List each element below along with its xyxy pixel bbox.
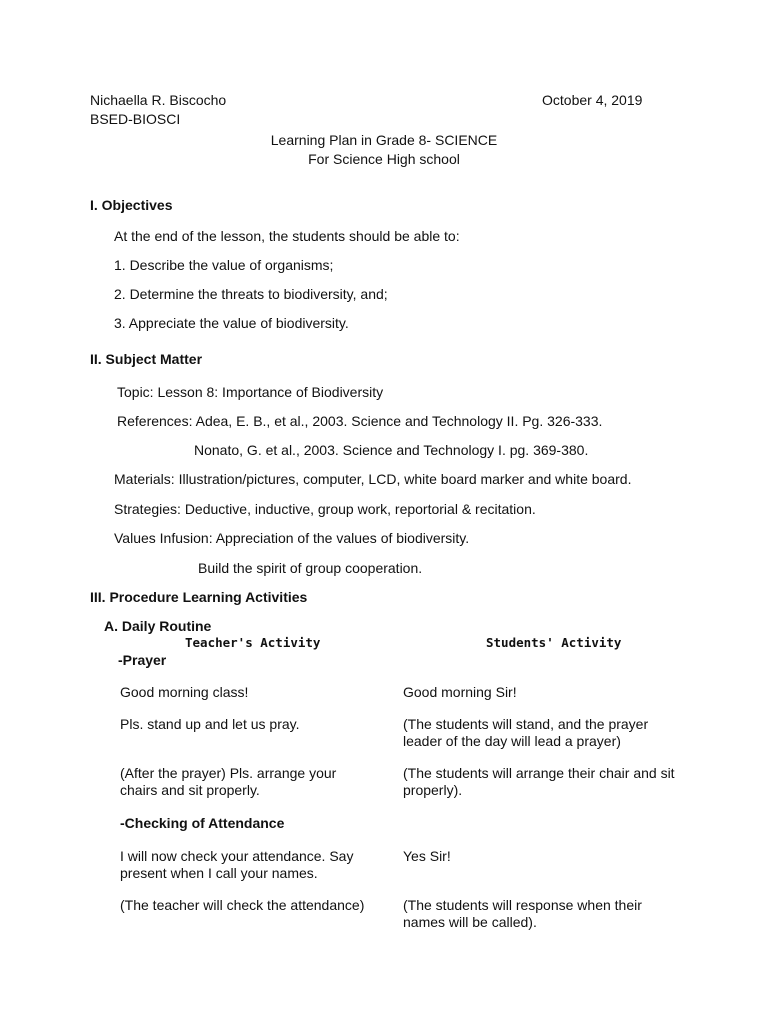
teacher-activity: (After the prayer) Pls. arrange your chairs and sit properly.: [120, 765, 337, 798]
values-line: Values Infusion: Appreciation of the values of biodiversity.: [114, 530, 470, 546]
procedure-heading: III. Procedure Learning Activities: [90, 589, 308, 605]
topic-line: Topic: Lesson 8: Importance of Biodiversity: [117, 384, 384, 400]
subject-matter-heading: II. Subject Matter: [90, 351, 203, 367]
teacher-activity: I will now check your attendance. Say present when I call your names.: [120, 848, 354, 881]
references-line: References: Adea, E. B., et al., 2003. Science and Technology II. Pg. 326-333.: [117, 413, 603, 429]
attendance-label: -Checking of Attendance: [120, 815, 285, 831]
student-activity: (The students will arrange their chair and sit properly).: [403, 765, 675, 798]
teacher-column-header: Teacher's Activity: [185, 635, 321, 650]
objectives-heading: I. Objectives: [90, 197, 173, 213]
student-activity: (The students will stand, and the prayer leader of the day will lead a prayer): [403, 716, 649, 749]
document-title: Learning Plan in Grade 8- SCIENCE: [270, 132, 498, 148]
document-subtitle: For Science High school: [308, 151, 460, 167]
values-line-2: Build the spirit of group cooperation.: [198, 560, 423, 576]
daily-routine-heading: A. Daily Routine: [104, 618, 212, 634]
student-activity: (The students will response when their names will be called).: [403, 897, 642, 930]
prayer-label: -Prayer: [118, 652, 167, 668]
objective-item: 1. Describe the value of organisms;: [114, 257, 334, 273]
student-activity: Good morning Sir!: [403, 684, 517, 700]
objectives-intro: At the end of the lesson, the students should be able to:: [114, 228, 460, 244]
document-date: October 4, 2019: [542, 92, 643, 108]
student-activity: Yes Sir!: [403, 848, 451, 864]
program-name: BSED-BIOSCI: [90, 111, 181, 127]
student-column-header: Students' Activity: [486, 635, 622, 650]
strategies-line: Strategies: Deductive, inductive, group work, reportorial & recitation.: [114, 501, 536, 517]
objective-item: 2. Determine the threats to biodiversity, and;: [114, 286, 388, 302]
references-line-2: Nonato, G. et al., 2003. Science and Technology I. pg. 369-380.: [194, 442, 589, 458]
objective-item: 3. Appreciate the value of biodiversity.: [114, 315, 349, 331]
teacher-activity: Good morning class!: [120, 684, 249, 700]
materials-line: Materials: Illustration/pictures, computer, LCD, white board marker and white board.: [114, 471, 632, 487]
teacher-activity: (The teacher will check the attendance): [120, 897, 365, 913]
teacher-activity: Pls. stand up and let us pray.: [120, 716, 300, 732]
author-name: Nichaella R. Biscocho: [90, 92, 227, 108]
